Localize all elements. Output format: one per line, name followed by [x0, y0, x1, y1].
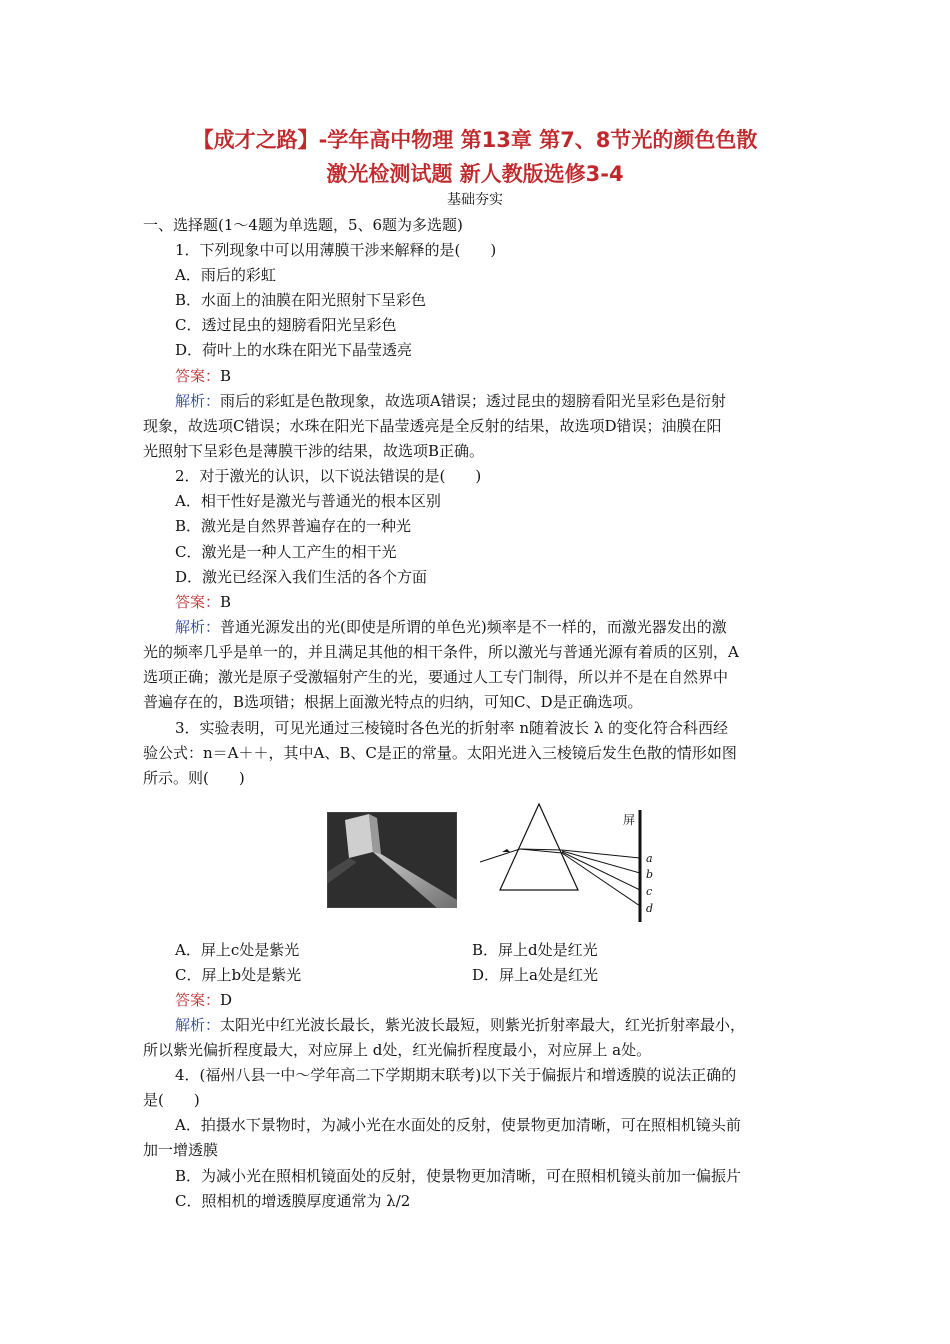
section-heading: 一、选择题(1～4题为单选题，5、6题为多选题) — [143, 216, 463, 234]
q3-analysis-line-1 — [175, 1013, 745, 1038]
q4-option-b: B．为减小光在照相机镜面处的反射，使景物更加清晰，可在照相机镜头前加一偏振片 — [175, 1167, 742, 1185]
q1-stem: 1．下列现象中可以用薄膜干涉来解释的是( ) — [175, 241, 497, 259]
q4-option-a-line-1: A．拍摄水下景物时，为减小光在水面处的反射，使景物更加清晰，可在照相机镜头前 — [175, 1116, 741, 1134]
q4-stem-line-1: 4．(福州八县一中～学年高二下学期期末联考)以下关于偏振片和增透膜的说法正确的 — [175, 1066, 737, 1084]
q2-option-c: C．激光是一种人工产生的相干光 — [175, 543, 397, 561]
screen-label: 屏 — [623, 813, 636, 827]
analysis-text: 雨后的彩虹是色散现象，故选项A错误；透过昆虫的翅膀看阳光呈彩色是衍射 — [220, 392, 726, 410]
analysis-label: 解析： — [175, 1016, 221, 1034]
q2-analysis-line-3: 选项正确；激光是原子受激辐射产生的光，要通过人工专门制得，所以并不是在自然界中 — [143, 668, 729, 686]
q2-stem: 2．对于激光的认识，以下说法错误的是( ) — [175, 467, 482, 485]
q1-analysis-line-2: 现象，故选项C错误；水珠在阳光下晶莹透亮是全反射的结果，故选项D错误；油膜在阳 — [143, 417, 722, 435]
mark-c: c — [646, 885, 653, 898]
answer-value: D — [220, 991, 233, 1009]
q3-stem-line-3: 所示。则( ) — [143, 769, 245, 787]
answer-label: 答案： — [175, 991, 221, 1009]
q2-analysis-line-1 — [175, 615, 727, 640]
q2-option-a: A．相干性好是激光与普通光的根本区别 — [175, 492, 441, 510]
mark-d: d — [646, 902, 654, 915]
prism-dispersion-diagram — [478, 800, 668, 925]
q2-analysis-line-2: 光的频率几乎是单一的，并且满足其他的相干条件，所以激光与普通光源有着质的区别，A — [143, 643, 739, 661]
document-title-line-2: 激光检测试题 新人教版选修3-4 — [326, 162, 624, 186]
ray-c — [562, 852, 640, 890]
q3-stem-line-2: 验公式：n＝A＋＋，其中A、B、C是正的常量。太阳光进入三棱镜后发生色散的情形如图 — [143, 744, 737, 762]
q3-analysis-line-2: 所以紫光偏折程度最大，对应屏上 d处，红光偏折程度最小，对应屏上 a处。 — [143, 1041, 652, 1059]
q2-answer — [175, 590, 231, 615]
answer-label: 答案： — [175, 367, 221, 385]
incident-arrow — [502, 849, 510, 852]
analysis-text: 太阳光中红光波长最长，紫光波长最短，则紫光折射率最大，红光折射率最小， — [220, 1016, 746, 1034]
q2-analysis-line-4: 普遍存在的，B选项错；根据上面激光特点的归纳，可知C、D是正确选项。 — [143, 693, 643, 711]
q1-option-d: D．荷叶上的水珠在阳光下晶莹透亮 — [175, 341, 413, 359]
q3-answer — [175, 988, 232, 1013]
answer-value: B — [220, 367, 232, 385]
analysis-label: 解析： — [175, 618, 221, 636]
q3-option-c: C．屏上b处是紫光 — [175, 966, 302, 984]
analysis-text: 普通光源发出的光(即使是所谓的单色光)频率是不一样的，而激光器发出的激 — [220, 618, 727, 636]
document-title-line-1: 【成才之路】-学年高中物理 第13章 第7、8节光的颜色色散 — [192, 128, 758, 152]
answer-value: B — [220, 593, 232, 611]
q1-analysis-line-1 — [175, 389, 726, 414]
q1-answer — [175, 364, 231, 389]
section-subtitle: 基础夯实 — [447, 192, 503, 208]
q2-option-b: B．激光是自然界普遍存在的一种光 — [175, 517, 412, 535]
q4-option-a-line-2: 加一增透膜 — [143, 1141, 219, 1159]
mark-b: b — [646, 868, 654, 881]
q1-analysis-line-3: 光照射下呈彩色是薄膜干涉的结果，故选项B正确。 — [143, 442, 485, 460]
q1-option-b: B．水面上的油膜在阳光照射下呈彩色 — [175, 291, 427, 309]
analysis-label: 解析： — [175, 392, 221, 410]
q4-stem-line-2: 是( ) — [143, 1091, 200, 1109]
q3-stem-line-1: 3．实验表明，可见光通过三棱镜时各色光的折射率 n随着波长 λ 的变化符合科西经 — [175, 719, 729, 737]
q1-option-a: A．雨后的彩虹 — [175, 266, 276, 284]
mark-a: a — [646, 852, 653, 865]
q3-option-a: A．屏上c处是紫光 — [175, 941, 300, 959]
prism-triangle — [500, 804, 578, 890]
answer-label: 答案： — [175, 593, 221, 611]
q3-option-b: B．屏上d处是红光 — [472, 941, 598, 959]
prism-photo — [327, 812, 457, 908]
q3-option-d: D．屏上a处是红光 — [472, 966, 598, 984]
q4-option-c: C．照相机的增透膜厚度通常为 λ/2 — [175, 1192, 411, 1210]
q2-option-d: D．激光已经深入我们生活的各个方面 — [175, 568, 428, 586]
q1-option-c: C．透过昆虫的翅膀看阳光呈彩色 — [175, 316, 397, 334]
